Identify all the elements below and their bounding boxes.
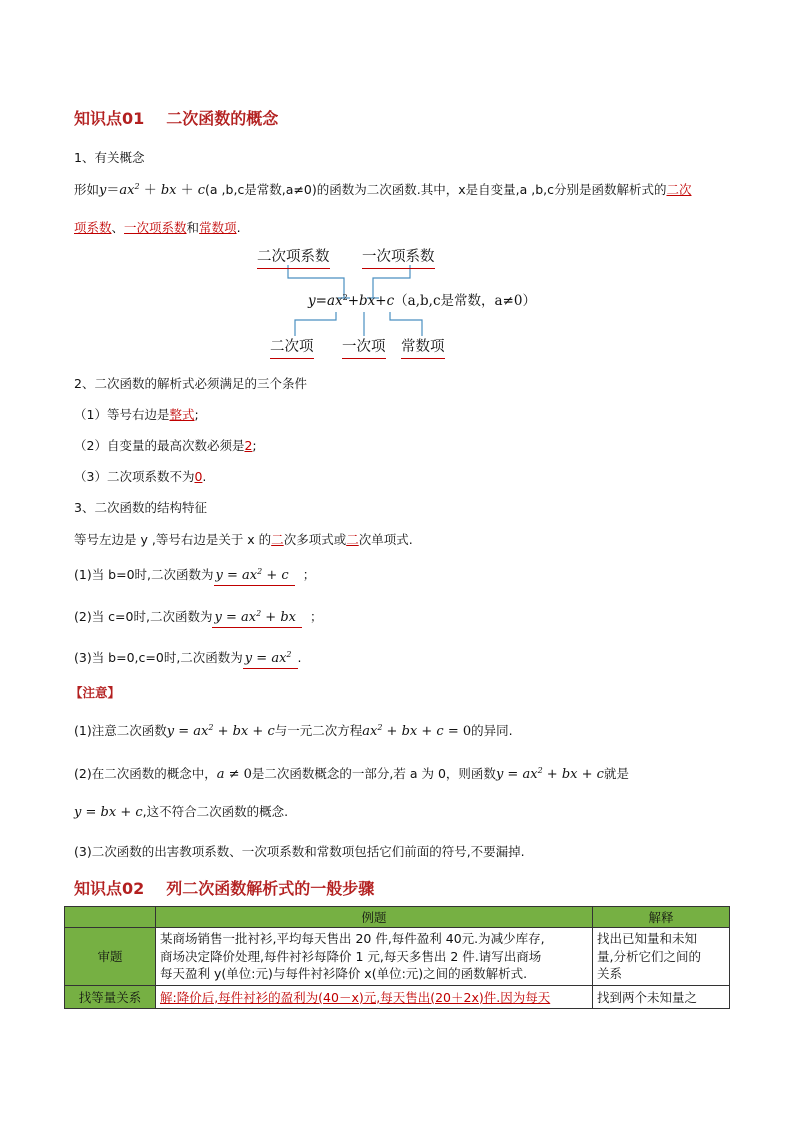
- section-title: 二次函数的概念: [166, 109, 279, 128]
- label-constant-term: 常数项: [401, 335, 445, 359]
- section-title: 列二次函数解析式的一般步骤: [166, 879, 375, 898]
- subheading-concepts: 1、有关概念: [74, 150, 145, 165]
- subheading-structure: 3、二次函数的结构特征: [74, 500, 207, 515]
- table-row: [65, 985, 730, 1008]
- label-quadratic-coefficient: 二次项系数: [257, 245, 330, 269]
- example-cell: 某商场销售一批衬衫,平均每天售出 20 件,每件盈利 40元.为减少库存, 商场决定降价处理,每件衬衫每降价 1 元,每天多售出 2 件.请写出商场 每天盈利 y(单位:元)与每件衬衫降价 x(单位:元)之间的函数解析式.: [156, 928, 593, 986]
- section-number: 知识点02: [74, 879, 145, 898]
- explain-cell: 找到两个未知量之: [593, 985, 730, 1008]
- condition-3: （3）二次项系数不为0.: [74, 469, 207, 484]
- section-heading-1: [74, 106, 278, 129]
- note-3: (3)二次函数的出害教项系数、一次项系数和常数项包括它们前面的符号,不要漏掉.: [74, 844, 525, 859]
- key-term-quadratic-coef: 二次: [666, 182, 692, 197]
- column-header-example: 例题: [156, 907, 593, 928]
- condition-1: （1）等号右边是整式;: [74, 407, 199, 422]
- table-header-row: [65, 907, 730, 928]
- concept-diagram: [250, 240, 560, 360]
- definition-line-1: 形如$y=ax^2$ ＋ bx ＋ c(a ,b,c是常数,a≠0)的函数为二次函数.其中，x是自变量,a ,b,c分别是函数解析式的二次: [74, 182, 692, 198]
- table-row: [65, 928, 730, 986]
- section-heading-2: [74, 876, 374, 899]
- label-linear-coefficient: 一次项系数: [362, 245, 435, 269]
- note-2: (2)在二次函数的概念中，a ≠ 0是二次函数概念的一部分,若 a 为 0，则函数$y = ax^2$ + bx + c就是: [74, 766, 629, 782]
- key-term-constant: 常数项: [199, 220, 237, 235]
- case-c-zero: (2)当 c=0时,二次函数为 $y = ax^2$ + bx ；: [74, 607, 323, 628]
- case-bc-zero: (3)当 b=0,c=0时,二次函数为 $y = ax^2$ .: [74, 648, 302, 669]
- explain-cell: 找出已知量和未知 量,分析它们之间的 关系: [593, 928, 730, 986]
- diagram-formula: $y=ax^2+bx+c(a,b,c$是常数，a≠0）: [308, 293, 536, 309]
- row-label-equation: 找等量关系: [65, 985, 156, 1008]
- note-1: (1)注意二次函数$y = ax^2$ + bx + c与一元二次方程$ax^2$ + bx + c = 0的异同.: [74, 723, 513, 739]
- column-header-explain: 解释: [593, 907, 730, 928]
- label-quadratic-term: 二次项: [270, 335, 314, 359]
- structure-line: 等号左边是 y ,等号右边是关于 x 的二次多项式或二次单项式.: [74, 532, 413, 547]
- row-label-review: 审题: [65, 928, 156, 986]
- key-term-linear-coef: 一次项系数: [124, 220, 187, 235]
- label-linear-term: 一次项: [342, 335, 386, 359]
- steps-table: [64, 906, 730, 1009]
- definition-line-2: 项系数、一次项系数和常数项.: [74, 220, 241, 235]
- section-number: 知识点01: [74, 109, 145, 128]
- example-cell: 解:降价后,每件衬衫的盈利为(40－x)元,每天售出(20＋2x)件.因为每天: [156, 985, 593, 1008]
- subheading-conditions: 2、二次函数的解析式必须满足的三个条件: [74, 376, 307, 391]
- condition-2: （2）自变量的最高次数必须是2;: [74, 438, 257, 453]
- note-2-cont: y = bx + c,这不符合二次函数的概念.: [74, 804, 289, 820]
- note-heading: 【注意】: [70, 685, 121, 700]
- formula-general: y: [99, 183, 107, 198]
- case-b-zero: (1)当 b=0时,二次函数为 $y = ax^2 + c$ ；: [74, 565, 315, 586]
